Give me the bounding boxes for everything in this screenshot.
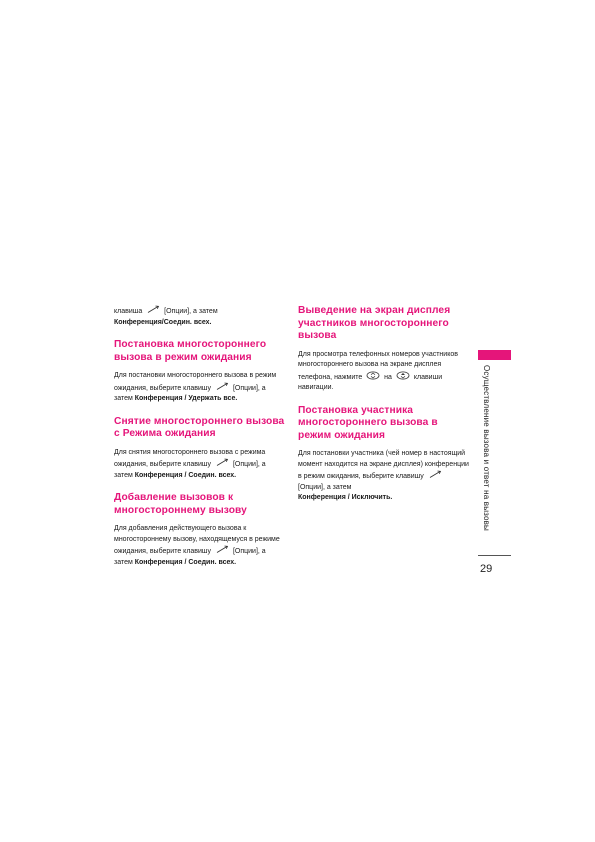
soft-key-icon xyxy=(215,382,229,391)
intro-paragraph: клавиша [Опции], а затем Конференция/Соедин. всех. xyxy=(114,305,286,328)
soft-key-icon xyxy=(215,545,229,554)
heading-display-participants: Выведение на экран дисплея участников многостороннего вызова xyxy=(298,305,451,341)
heading-release-hold: Снятие многостороннего вызова с Режима ожидания xyxy=(114,415,285,439)
left-column xyxy=(114,305,286,568)
paragraph-display-participants: Для просмотра телефонных номеров участников многостороннего вызова на экране дисплея телефона, нажмите на клавиши навигации. xyxy=(298,350,458,391)
nav-up-down-icon xyxy=(366,371,380,380)
heading-add-calls: Добавление вызовов к многостороннему вызову xyxy=(114,492,247,516)
paragraph-hold-conference: Для постановки многостороннего вызова в режим ожидания, выберите клавишу [Опции], а затем Конференция / Удержать все. xyxy=(114,372,277,402)
divider xyxy=(478,555,511,556)
section-title-vertical: Осуществление вызова и ответ на вызовы xyxy=(482,365,491,532)
paragraph-hold-participant: Для постановки участника (чей номер в настоящий момент находится на экране дисплея) конференции в режим ожидания, выберите клавишу [Опции], а затем Конференция / Исключить. xyxy=(298,450,469,501)
nav-key-icon xyxy=(396,371,410,380)
soft-key-icon xyxy=(428,470,442,479)
soft-key-icon xyxy=(215,458,229,467)
paragraph-add-calls: Для добавления действующего вызова к многостороннему вызову, находящемуся в режиме ожидания, выберите клавишу [Опции], а затем Конференция / Соедин. всех. xyxy=(114,525,280,566)
page-number: 29 xyxy=(480,563,493,575)
right-column xyxy=(298,305,470,504)
section-tab xyxy=(478,350,511,360)
heading-hold-participant: Постановка участника многостороннего вызова в режим ожидания xyxy=(298,404,438,441)
soft-key-icon xyxy=(146,305,160,314)
heading-hold-conference: Постановка многостороннего вызова в режим ожидания xyxy=(114,339,267,363)
paragraph-release-hold: Для снятия многостороннего вызова с режима ожидания, выберите клавишу [Опции], а затем Конференция / Соедин. всех. xyxy=(114,448,266,479)
